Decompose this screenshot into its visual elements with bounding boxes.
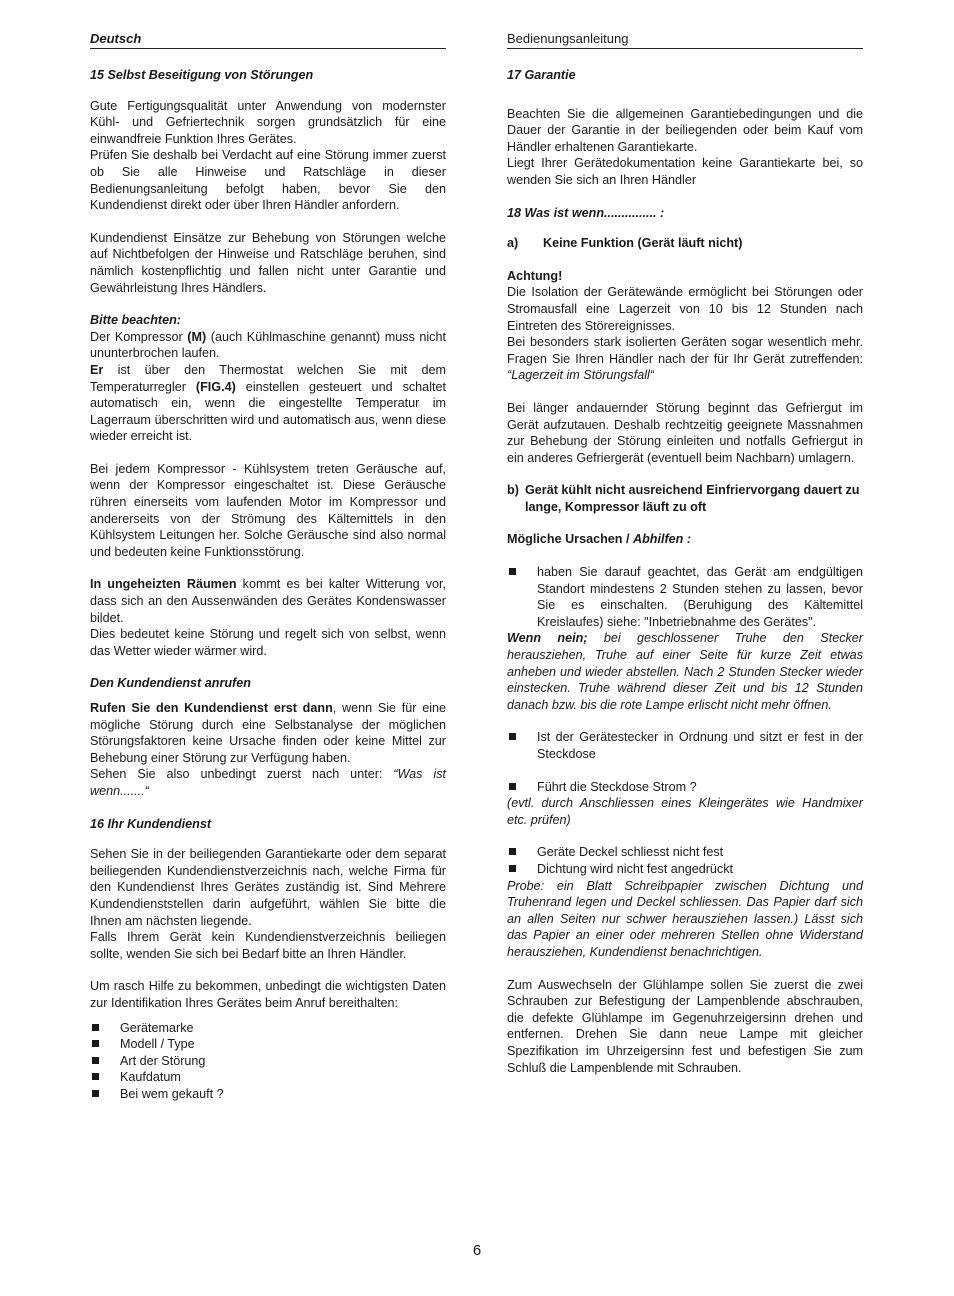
square-bullet-icon xyxy=(92,1024,99,1031)
note-title: Bitte beachten: xyxy=(90,313,181,328)
lamp-replacement-paragraph: Zum Auswechseln der Glühlampe sollen Sie zuerst die zwei Schrauben zur Befestigung der Lampenblende abschrauben, die defekte Glühlampe im Gegenuhrzeigersinn drehen und entfernen. Drehen Sie dann neue Lampe mit gleicher Spezifikation im Uhrzeigersinn fest und befestigen Sie zum Schluß die Lampenblende mit Schrauben. xyxy=(507,977,863,1075)
section-16-title: 16 Ihr Kundendienst xyxy=(90,816,212,831)
list-item: Modell / Type xyxy=(90,1036,446,1053)
call-service-paragraph-2: Sehen Sie also unbedingt zuerst nach unter: “Was ist wenn.......“ xyxy=(90,767,446,798)
section-16-paragraph-2: Falls Ihrem Gerät kein Kundendienstverzeichnis beiliegen sollte, wenden Sie sich bei Bedarf bitte an Ihren Händler. xyxy=(90,930,446,961)
cause-3-remedy: (evtl. durch Anschliessen eines Kleingerätes wie Handmixer etc. prüfen) xyxy=(507,796,863,827)
square-bullet-icon xyxy=(509,733,516,740)
call-service-title: Den Kundendienst anrufen xyxy=(90,676,251,691)
right-column xyxy=(507,30,863,1076)
causes-title: Mögliche Ursachen / Abhilfen : xyxy=(507,532,692,547)
note-paragraph-1: Der Kompressor (M) (auch Kühlmaschine genannt) muss nicht ununterbrochen laufen. xyxy=(90,329,446,361)
section-15-paragraph-3: Kundendienst Einsätze zur Behebung von Störungen welche auf Nichtbefolgen der Hinweise und Ratschläge beruhen, sind nämlich kostenpflichtig und fallen nicht unter Garantie und Gewährleistung Ihres Händlers. xyxy=(90,230,446,295)
list-item: Führt die Steckdose Strom ? xyxy=(507,779,863,796)
section-15-title: 15 Selbst Beseitigung von Störungen xyxy=(90,68,314,82)
square-bullet-icon xyxy=(92,1073,99,1080)
square-bullet-icon xyxy=(92,1057,99,1064)
list-item: Geräte Deckel schliesst nicht fest xyxy=(507,844,863,861)
call-service-paragraph-1: Rufen Sie den Kundendienst erst dann, wenn Sie für eine mögliche Störung durch eine Selbstanalyse der möglichen Störungsfaktoren keine Ursache finden oder keine Mittel zur Behebung einer Störung zur Verfügung haben. xyxy=(90,701,446,765)
section-16-paragraph-1: Sehen Sie in der beiliegenden Garantiekarte oder dem separat beiliegenden Kundendienstverzeichnis nach, welche Firma für den Kundendienst Ihres Gerätes zuständig ist. Sind Mehrere Kundendienststellen darin aufgeführt, wählen Sie bitte die Ihnen am nächsten liegende. xyxy=(90,847,446,928)
note-paragraph-3: Bei jedem Kompressor - Kühlsystem treten Geräusche auf, wenn der Kompressor eingeschaltet ist. Diese Geräusche rühren einerseits vom laufenden Motor im Kompressor und andererseits von der Strömung des Kältemittels in den Kühlsystem Leitungen her. Solche Geräusche sind also normal und bedeuten keine Funktionsstörung. xyxy=(90,461,446,559)
causes-list-4 xyxy=(507,844,863,877)
list-item: Art der Störung xyxy=(90,1053,446,1070)
square-bullet-icon xyxy=(92,1090,99,1097)
square-bullet-icon xyxy=(92,1040,99,1047)
page-number: 6 xyxy=(472,1242,482,1259)
list-item: haben Sie darauf geachtet, das Gerät am endgültigen Standort mindestens 2 Stunden stehen zu lassen, bevor Sie es einschalten. (Beruhigung des Kältemittel Kreislaufes) siehe: "Inbetriebnahme des Gerätes". xyxy=(507,564,863,630)
causes-list-3 xyxy=(507,779,863,796)
square-bullet-icon xyxy=(509,848,516,855)
list-item: Gerätemarke xyxy=(90,1020,446,1037)
section-15-paragraph-2: Prüfen Sie deshalb bei Verdacht auf eine Störung immer zuerst ob Sie alle Hinweise und Ratschläge in dieser Bedienungsanleitung befolgt haben, bevor Sie den Kundendienst direkt oder über Ihren Händler anfordern. xyxy=(90,148,446,213)
note-paragraph-4: In ungeheizten Räumen kommt es bei kalter Witterung vor, dass sich an den Aussenwänden des Gerätes Kondenswasser bildet. xyxy=(90,577,447,625)
square-bullet-icon xyxy=(509,783,516,790)
section-18-title: 18 Was ist wenn............... : xyxy=(507,205,665,220)
list-item: Ist der Gerätestecker in Ordnung und sitzt er fest in der Steckdose xyxy=(507,729,863,762)
square-bullet-icon xyxy=(509,568,516,575)
section-17-title: 17 Garantie xyxy=(507,68,576,82)
attention-paragraph-3: Bei länger andauernder Störung beginnt das Gefriergut im Gerät aufzutauen. Deshalb rechtzeitig geeignete Massnahmen zur Behebung der Störung einleiten und notfalls Gefriergut in ein anderes Gefriergerät (eventuell beim Nachbarn) umlagern. xyxy=(507,400,863,465)
note-paragraph-5: Dies bedeutet keine Störung und regelt sich von selbst, wenn das Wetter wieder wärmer wird. xyxy=(90,627,446,658)
causes-list-2 xyxy=(507,729,863,762)
section-15-paragraph-1: Gute Fertigungsqualität unter Anwendung von modernster Kühl- und Gefriertechnik sorgen grundsätzlich für eine einwandfreie Funktion Ihres Gerätes. xyxy=(90,98,446,146)
seal-test-paragraph: Probe: ein Blatt Schreibpapier zwischen Dichtung und Truhenrand legen und Deckel schliessen. Das Papier darf sich an allen Seiten nur schwer herausziehen lassen.) Lässt sich das Papier an einer oder mehreren Stellen ohne Widerstand herausziehen, Kundendienst benachrichtigen. xyxy=(507,878,863,959)
language-header: Deutsch xyxy=(90,30,446,49)
cause-1-remedy: Wenn nein; bei geschlossener Truhe den Stecker herausziehen, Truhe auf einer Seite für kurze Zeit etwas anheben und wieder abstellen. Nach 2 Stunden Stecker wieder einstecken. Truhe während dieser Zeit und bis 12 Stunden danach bzw. bis die rote Lampe erlischt nicht mehr öffnen. xyxy=(507,631,863,712)
attention-paragraph-2: Bei besonders stark isolierten Geräten sogar wesentlich mehr. Fragen Sie Ihren Händler nach der für Ihr Gerät zutreffenden: “Lagerzeit im Störungsfall“ xyxy=(507,335,863,383)
left-column xyxy=(90,30,446,1102)
causes-list-1 xyxy=(507,564,863,630)
list-item: Bei wem gekauft ? xyxy=(90,1086,446,1103)
subsection-a-title: a) Keine Funktion (Gerät läuft nicht) xyxy=(507,236,743,251)
list-item: Dichtung wird nicht fest angedrückt xyxy=(507,861,863,878)
attention-title: Achtung! xyxy=(507,268,563,283)
section-17-paragraph-1: Beachten Sie die allgemeinen Garantiebedingungen und die Dauer der Garantie in der beiliegenden oder beim Kauf vom Händler erhaltenen Garantiekarte. xyxy=(507,106,863,154)
section-16-paragraph-3: Um rasch Hilfe zu bekommen, unbedingt die wichtigsten Daten zur Identifikation Ihres Gerätes beim Anruf bereithalten: xyxy=(90,979,446,1010)
square-bullet-icon xyxy=(509,865,516,872)
subsection-b-title: b) Gerät kühlt nicht ausreichend Einfriervorgang dauert zu lange, Kompressor läuft zu oft xyxy=(507,483,860,514)
manual-header: Bedienungsanleitung xyxy=(507,30,863,49)
identification-list xyxy=(90,1020,446,1103)
section-17-paragraph-2: Liegt Ihrer Gerätedokumentation keine Garantiekarte bei, so wenden Sie sich an Ihren Händler xyxy=(507,156,863,187)
note-paragraph-2: Er ist über den Thermostat welchen Sie mit dem Temperaturregler (FIG.4) einstellen gesteuert und schaltet automatisch ein, wenn die eingestellte Temperatur im Lagerraum überschritten wird und automatisch aus, wenn diese wieder erreicht ist. xyxy=(90,362,446,444)
list-item: Kaufdatum xyxy=(90,1069,446,1086)
attention-paragraph-1: Die Isolation der Gerätewände ermöglicht bei Störungen oder Stromausfall eine Lagerzeit von 10 bis 12 Stunden nach Eintreten des Störereignisses. xyxy=(507,285,863,333)
